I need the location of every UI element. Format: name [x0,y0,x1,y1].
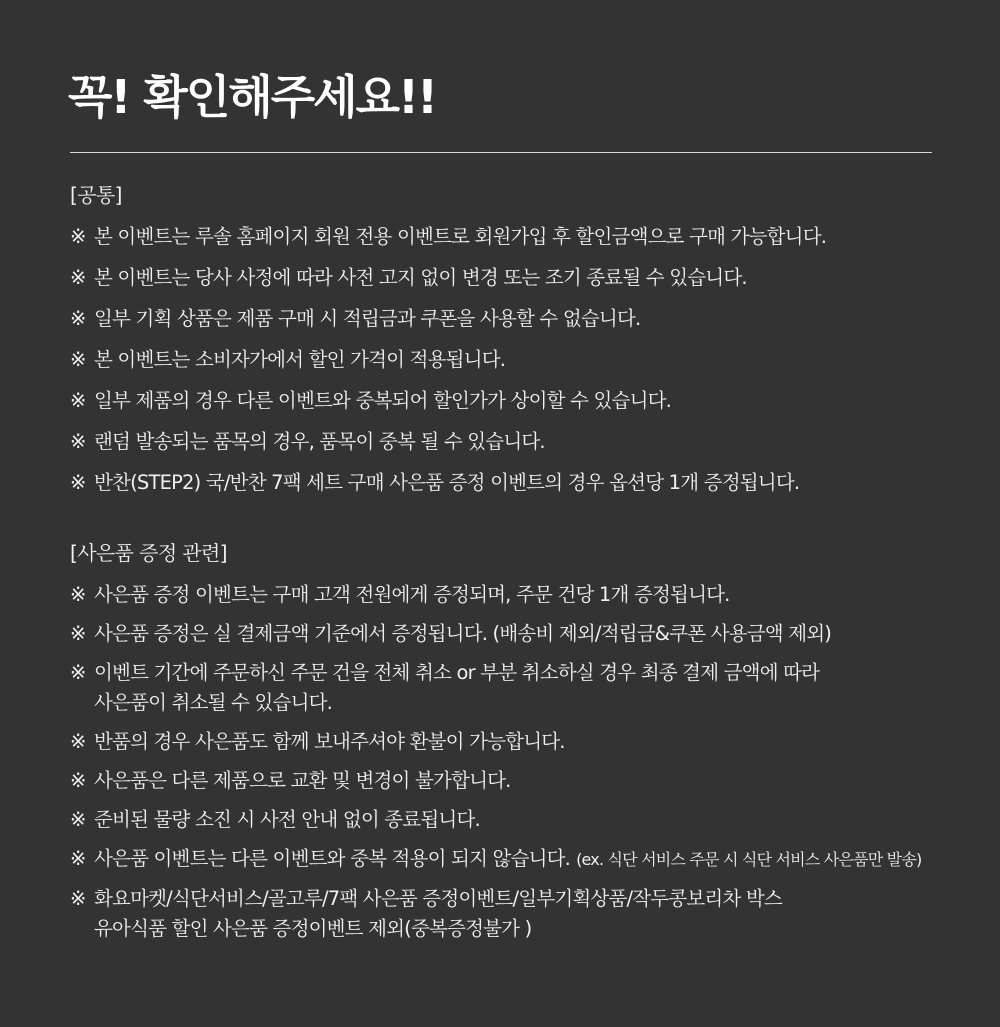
notice-mark: ※ [70,730,86,753]
list-item [70,766,970,796]
notice-text: 준비된 물량 소진 시 사전 안내 없이 종료됩니다. [94,808,480,831]
list-item [70,658,970,718]
list-item [70,727,970,757]
list-item [70,805,970,835]
list-item [70,222,970,252]
notice-mark: ※ [70,266,86,289]
notice-mark: ※ [70,808,86,831]
list-item [70,345,970,375]
notice-text: 일부 제품의 경우 다른 이벤트와 중복되어 할인가가 상이할 수 있습니다. [94,389,672,412]
gift-section-heading: [사은품 증정 관련] [70,541,227,565]
common-notice-list [70,222,970,498]
notice-mark: ※ [70,769,86,792]
notice-text: 반품의 경우 사은품도 함께 보내주셔야 환불이 가능합니다. [94,730,565,753]
notice-mark: ※ [70,887,86,910]
common-notice-section [70,180,970,509]
list-item [70,263,970,293]
notice-mark: ※ [70,622,86,645]
notice-mark: ※ [70,471,86,494]
notice-text: 본 이벤트는 소비자가에서 할인 가격이 적용됩니다. [94,348,506,371]
list-item [70,844,970,875]
notice-mark: ※ [70,661,86,684]
notice-text: 사은품 증정은 실 결제금액 기준에서 증정됩니다. (배송비 제외/적립금&쿠폰 사용금액 제외) [94,622,832,645]
page-title: 꼭! 확인해주세요!! [68,70,437,124]
notice-text: 일부 기획 상품은 제품 구매 시 적립금과 쿠폰을 사용할 수 없습니다. [94,307,641,330]
notice-mark: ※ [70,583,86,606]
notice-text: 본 이벤트는 루솔 홈페이지 회원 전용 이벤트로 회원가입 후 할인금액으로 구매 가능합니다. [94,225,827,248]
notice-mark: ※ [70,348,86,371]
gift-notice-list [70,580,970,944]
notice-text: 사은품 이벤트는 다른 이벤트와 중복 적용이 되지 않습니다. [94,847,571,870]
list-item [70,386,970,416]
list-item [70,427,970,457]
notice-mark: ※ [70,307,86,330]
notice-mark: ※ [70,430,86,453]
gift-notice-section [70,538,970,953]
list-item [70,619,970,649]
notice-text: 반찬(STEP2) 국/반찬 7팩 세트 구매 사은품 증정 이벤트의 경우 옵션당 1개 증정됩니다. [94,471,800,494]
list-item [70,468,970,498]
list-item [70,580,970,610]
notice-mark: ※ [70,225,86,248]
notice-text: 사은품 증정 이벤트는 구매 고객 전원에게 증정되며, 주문 건당 1개 증정됩니다. [94,583,730,606]
common-section-heading: [공통] [70,183,122,207]
notice-mark: ※ [70,389,86,412]
list-item [70,304,970,334]
notice-text-line1: 화요마켓/식단서비스/골고루/7팩 사은품 증정이벤트/일부기획상품/작두콩보리차 박스 [94,887,782,910]
notice-text: 랜덤 발송되는 품목의 경우, 품목이 중복 될 수 있습니다. [94,430,545,453]
notice-mark: ※ [70,847,86,870]
notice-example-note: (ex. 식단 서비스 주문 시 식단 서비스 사은품만 발송) [576,850,922,869]
list-item [70,884,970,944]
notice-text: 사은품은 다른 제품으로 교환 및 변경이 불가합니다. [94,769,511,792]
notice-text-line2: 사은품이 취소될 수 있습니다. [94,691,333,714]
notice-text-line2: 유아식품 할인 사은품 증정이벤트 제외(중복증정불가 ) [94,917,532,940]
title-divider [70,152,932,153]
notice-text: 본 이벤트는 당사 사정에 따라 사전 고지 없이 변경 또는 조기 종료될 수 있습니다. [94,266,747,289]
notice-text-line1: 이벤트 기간에 주문하신 주문 건을 전체 취소 or 부분 취소하실 경우 최종 결제 금액에 따라 [94,661,820,684]
